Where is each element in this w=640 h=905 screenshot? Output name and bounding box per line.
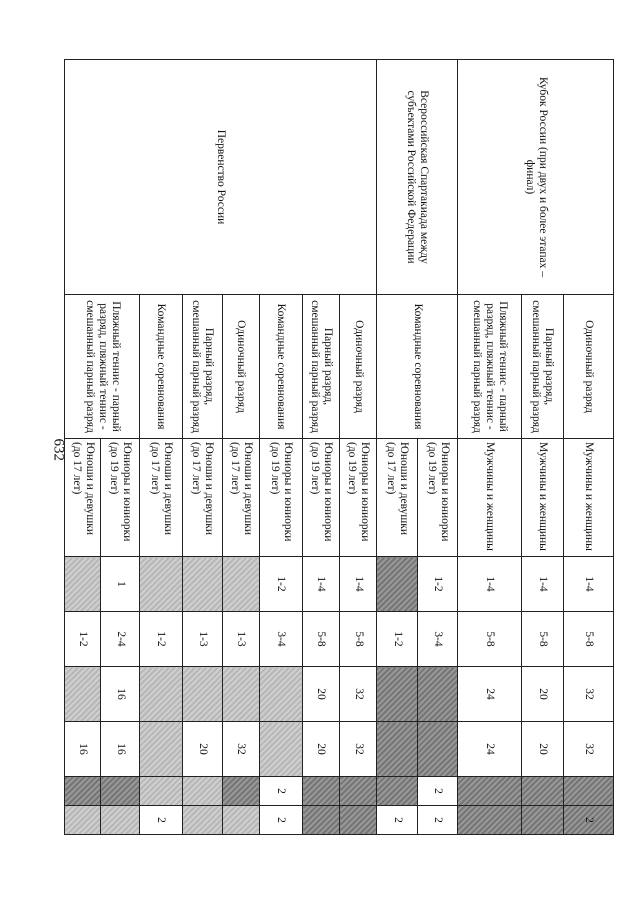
group-cell: Юноши и девушки (до 17 лет) (377, 439, 418, 557)
number-cell (340, 777, 377, 806)
number-cell (101, 806, 140, 835)
section-name-spartakiad: Всероссийская Спартакиада между субъектами Российской Федерации (377, 60, 458, 295)
place-cell: 3-4 (418, 612, 458, 667)
place-cell: 1-3 (222, 612, 259, 667)
number-cell (65, 777, 101, 806)
number-cell (458, 777, 521, 806)
page-number: 632 (50, 438, 67, 461)
number-cell: 20 (302, 667, 339, 722)
discipline-cell: Одиночный разряд (563, 295, 613, 439)
table-row (418, 60, 458, 835)
group-cell: Юниоры и юниорки (до 19 лет) (418, 439, 458, 557)
number-cell (222, 806, 259, 835)
table-row (563, 60, 613, 835)
place-cell: 1-3 (182, 612, 222, 667)
group-cell: Юноши и девушки (до 17 лет) (222, 439, 259, 557)
group-cell: Мужчины и женщины (521, 439, 563, 557)
group-cell: Юниоры и юниорки (до 19 лет) (259, 439, 302, 557)
discipline-cell: Парный разряд, смешанный парный разряд (302, 295, 339, 439)
number-cell: 32 (563, 667, 613, 722)
place-cell: 1-4 (563, 557, 613, 612)
number-cell (563, 777, 613, 806)
number-cell (418, 722, 458, 777)
place-cell: 1-2 (377, 612, 418, 667)
place-cell (182, 557, 222, 612)
place-cell: 1-2 (259, 557, 302, 612)
group-cell: Юниоры и юниорки (до 19 лет) (302, 439, 339, 557)
number-cell: 2 (563, 806, 613, 835)
place-cell (65, 557, 101, 612)
discipline-cell: Командные соревнования (377, 295, 458, 439)
section-name-cup: Кубок России (при двух и более этапах – финал) (458, 60, 614, 295)
number-cell: 20 (182, 722, 222, 777)
number-cell: 20 (521, 722, 563, 777)
place-cell: 1-4 (521, 557, 563, 612)
number-cell (259, 667, 302, 722)
number-cell (222, 667, 259, 722)
number-cell: 2 (259, 806, 302, 835)
group-cell: Мужчины и женщины (458, 439, 521, 557)
place-cell: 1-2 (418, 557, 458, 612)
place-cell: 3-4 (259, 612, 302, 667)
number-cell: 32 (563, 722, 613, 777)
number-cell (65, 806, 101, 835)
group-cell: Юниоры и юниорки (до 19 лет) (101, 439, 140, 557)
number-cell: 2 (377, 806, 418, 835)
number-cell (140, 722, 182, 777)
group-cell: Юноши и девушки (до 17 лет) (65, 439, 101, 557)
number-cell (377, 722, 418, 777)
number-cell (259, 722, 302, 777)
number-cell (182, 667, 222, 722)
competition-table (64, 59, 614, 835)
group-cell: Юниоры и юниорки (до 19 лет) (340, 439, 377, 557)
number-cell: 24 (458, 722, 521, 777)
discipline-cell: Командные соревнования (259, 295, 302, 439)
discipline-cell: Одиночный разряд (222, 295, 259, 439)
place-cell: 5-8 (563, 612, 613, 667)
discipline-cell: Командные соревнования (140, 295, 182, 439)
number-cell (377, 777, 418, 806)
number-cell (222, 777, 259, 806)
number-cell (140, 667, 182, 722)
number-cell (101, 777, 140, 806)
number-cell: 16 (101, 667, 140, 722)
place-cell: 5-8 (302, 612, 339, 667)
number-cell (302, 806, 339, 835)
group-cell: Юноши и девушки (до 17 лет) (140, 439, 182, 557)
place-cell: 1-2 (140, 612, 182, 667)
number-cell (140, 777, 182, 806)
number-cell (377, 667, 418, 722)
place-cell: 1-4 (458, 557, 521, 612)
place-cell: 5-8 (340, 612, 377, 667)
discipline-cell: Пляжный теннис - парный разряд, пляжный теннис - смешанный парный разряд (65, 295, 140, 439)
place-cell: 1-2 (65, 612, 101, 667)
number-cell: 16 (101, 722, 140, 777)
number-cell: 24 (458, 667, 521, 722)
number-cell: 2 (418, 777, 458, 806)
number-cell: 32 (222, 722, 259, 777)
place-cell: 5-8 (521, 612, 563, 667)
section-name-championship: Первенство России (65, 60, 377, 295)
place-cell (222, 557, 259, 612)
number-cell: 16 (65, 722, 101, 777)
discipline-cell: Парный разряд, смешанный парный разряд (182, 295, 222, 439)
place-cell (377, 557, 418, 612)
number-cell: 32 (340, 667, 377, 722)
place-cell: 1 (101, 557, 140, 612)
table-row (340, 60, 377, 835)
place-cell (140, 557, 182, 612)
rotated-table-wrapper (64, 59, 614, 834)
place-cell: 2-4 (101, 612, 140, 667)
group-cell: Юноши и девушки (до 17 лет) (182, 439, 222, 557)
discipline-cell: Одиночный разряд (340, 295, 377, 439)
number-cell (65, 667, 101, 722)
place-cell: 5-8 (458, 612, 521, 667)
place-cell: 1-4 (302, 557, 339, 612)
group-cell: Мужчины и женщины (563, 439, 613, 557)
number-cell (182, 806, 222, 835)
number-cell (521, 806, 563, 835)
number-cell: 32 (340, 722, 377, 777)
number-cell (521, 777, 563, 806)
number-cell (458, 806, 521, 835)
number-cell: 20 (521, 667, 563, 722)
place-cell: 1-4 (340, 557, 377, 612)
number-cell: 20 (302, 722, 339, 777)
number-cell: 2 (259, 777, 302, 806)
number-cell (302, 777, 339, 806)
number-cell: 2 (418, 806, 458, 835)
discipline-cell: Парный разряд, смешанный парный разряд (521, 295, 563, 439)
number-cell (418, 667, 458, 722)
number-cell (340, 806, 377, 835)
number-cell (182, 777, 222, 806)
discipline-cell: Пляжный теннис - парный разряд, пляжный теннис - смешанный парный разряд (458, 295, 521, 439)
number-cell: 2 (140, 806, 182, 835)
